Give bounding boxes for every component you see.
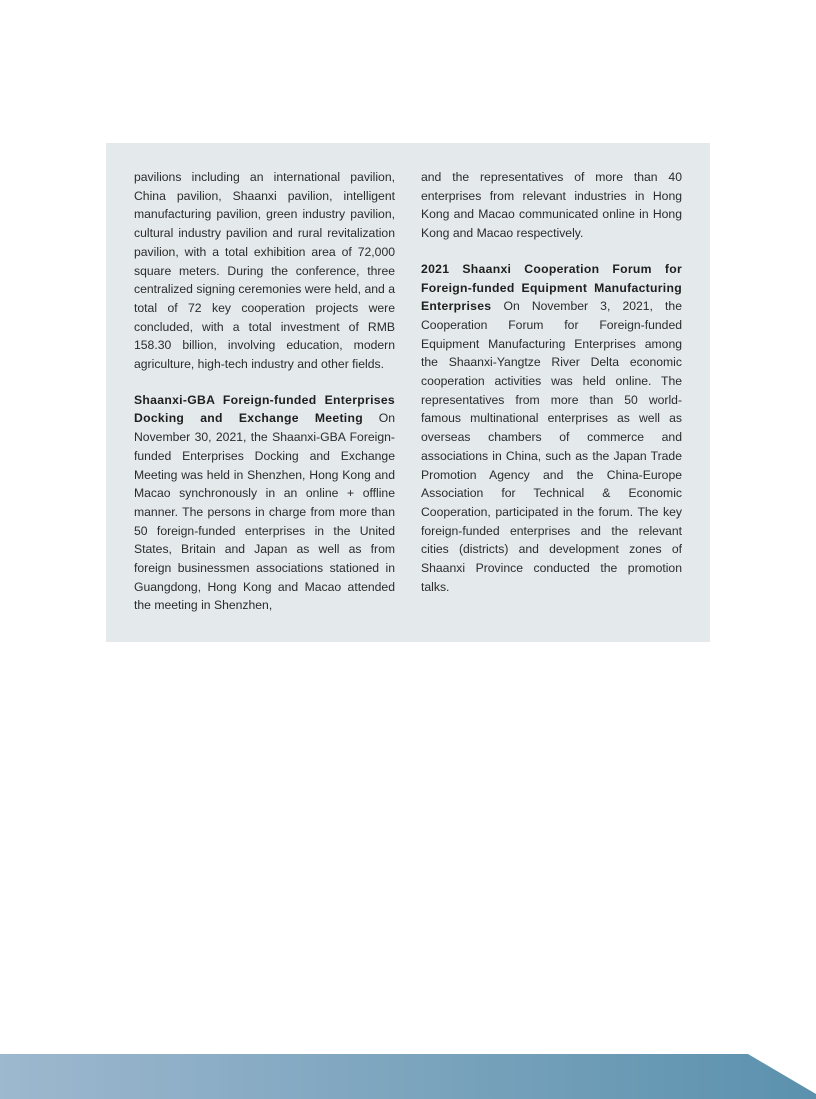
footer-band — [0, 1054, 816, 1099]
footer-band-shape — [0, 1054, 816, 1099]
section-heading: 2021 Shaanxi Cooperation Forum for Foreign-funded Equipment Manufacturing Enterprises — [421, 261, 682, 314]
right-column — [421, 168, 682, 632]
content-panel — [106, 143, 710, 642]
paragraph-text: On November 30, 2021, the Shaanxi-GBA Foreign-funded Enterprises Docking and Exchange Meeting was held in Shenzhen, Hong Kong and Macao synchronously in an online + offline manner. The persons in charge from more than 50 foreign-funded enterprises in the United States, Britain and Japan as well as from foreign businessmen associations stationed in Guangdong, Hong Kong and Macao attended the meeting in Shenzhen, — [134, 411, 396, 613]
left-column — [134, 168, 395, 632]
paragraph — [421, 260, 682, 597]
section-heading: Shaanxi-GBA Foreign-funded Enterprises Docking and Exchange Meeting — [134, 392, 395, 426]
paragraph — [421, 168, 682, 243]
paragraph-text: and the representatives of more than 40 enterprises from relevant industries in Hong Kong and Macao communicated online in Hong Kong and Macao respectively. — [421, 170, 682, 241]
paragraph-text: pavilions including an international pavilion, China pavilion, Shaanxi pavilion, intelligent manufacturing pavilion, green industry pavilion, cultural industry pavilion and rural revitalization pavilion, with a total exhibition area of 72,000 square meters. During the conference, three centralized signing ceremonies were held, and a total of 72 key cooperation projects were concluded, with a total investment of RMB 158.30 billion, involving education, modern agriculture, high-tech industry and other fields. — [134, 170, 395, 372]
two-column-text — [134, 168, 682, 632]
paragraph — [134, 391, 395, 615]
paragraph-text: On November 3, 2021, the Cooperation Forum for Foreign-funded Equipment Manufacturing Enterprises among the Shaanxi-Yangtze River Delta economic cooperation activities was held online. The representatives from more than 50 world-famous multinational enterprises as well as overseas chambers of commerce and associations in China, such as the Japan Trade Promotion Agency and the China-Europe Association for Technical & Economic Cooperation, participated in the forum. The key foreign-funded enterprises and the relevant cities (districts) and development zones of Shaanxi Province conducted the promotion talks. — [421, 299, 682, 594]
paragraph — [134, 168, 395, 374]
